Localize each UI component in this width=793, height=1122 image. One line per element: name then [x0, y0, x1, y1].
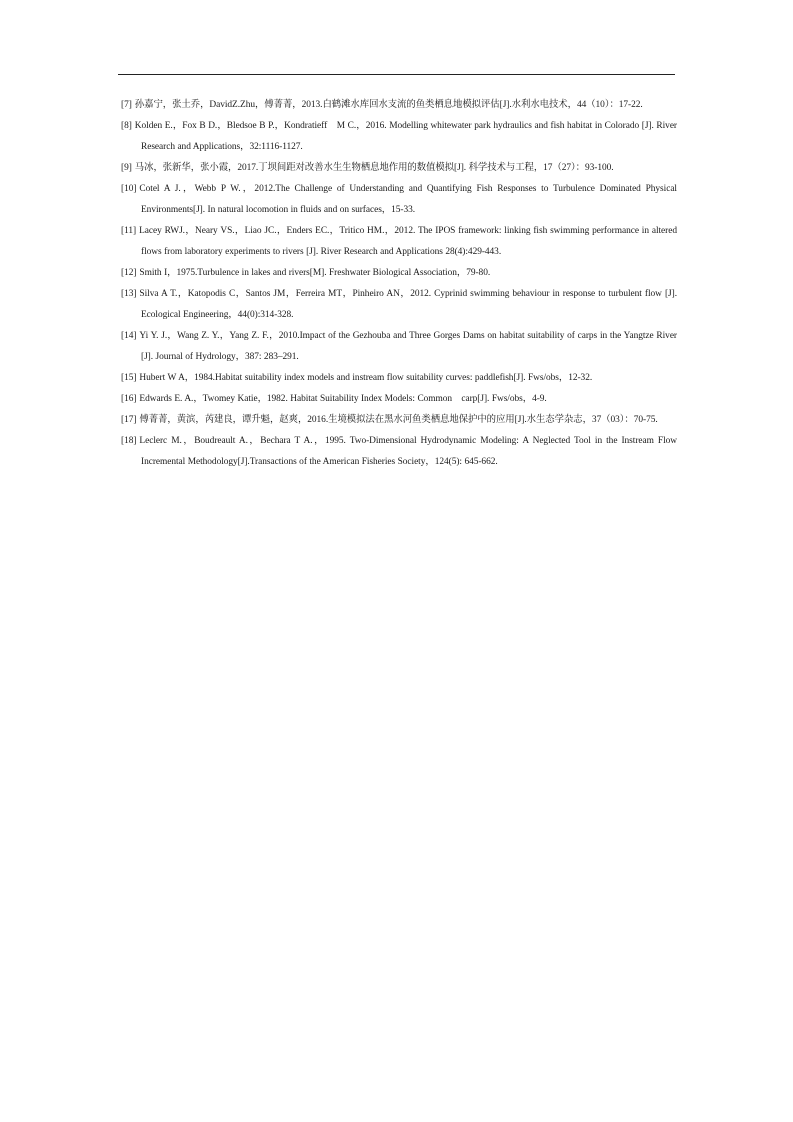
reference-item — [121, 368, 677, 389]
reference-text: 马冰，张新华，张小霞，2017.丁坝间距对改善水生生物栖息地作用的数值模拟[J]. 科学技术与工程，17（27）：93-100. — [134, 163, 614, 173]
reference-text: 傅菁菁，黄滨，芮建良，谭升魁，赵爽，2016.生境模拟法在黑水河鱼类栖息地保护中的应用[J].水生态学杂志，37（03）：70-75. — [139, 415, 658, 425]
reference-text: Kolden E.，Fox B D.，Bledsoe B P.，Kondratieff M C.，2016. Modelling whitewater park hydraulics and fish habitat in Colorado [J]. River Research and Applications，32:1116-1127. — [134, 121, 677, 152]
reference-item — [121, 116, 677, 158]
reference-text: Leclerc M.，Boudreault A.，Bechara T A.，1995. Two-Dimensional Hydrodynamic Modeling: A Neglected Tool in the Instream Flow Incremental Methodology[J].Transactions of the American Fisheries Society，124(5): 645-662. — [139, 436, 677, 467]
reference-text: Edwards E. A.，Twomey Katie，1982. Habitat Suitability Index Models: Common carp[J]. Fws/obs，4-9. — [139, 394, 547, 404]
reference-number: [15] — [121, 373, 137, 383]
reference-item — [121, 326, 677, 368]
reference-text: Yi Y. J.，Wang Z. Y.，Yang Z. F.，2010.Impact of the Gezhouba and Three Gorges Dams on habitat suitability of carps in the Yangtze River [J]. Journal of Hydrology，387: 283–291. — [139, 331, 677, 362]
reference-number: [9] — [121, 163, 132, 173]
reference-number: [12] — [121, 268, 137, 278]
header-rule — [118, 74, 675, 75]
reference-text: Cotel A J.，Webb P W.，2012.The Challenge of Understanding and Quantifying Fish Responses to Turbulence Dominated Physical Environments[J]. In natural locomotion in fluids and on surfaces，15-33. — [139, 184, 677, 215]
reference-number: [14] — [121, 331, 137, 341]
reference-list — [121, 95, 677, 473]
reference-text: Silva A T.，Katopodis C，Santos JM，Ferreira MT，Pinheiro AN，2012. Cyprinid swimming behaviour in response to turbulent flow [J]. Ecological Engineering，44(0):314-328. — [139, 289, 677, 320]
reference-number: [16] — [121, 394, 137, 404]
reference-item — [121, 95, 677, 116]
reference-item — [121, 179, 677, 221]
reference-number: [11] — [121, 226, 137, 236]
reference-number: [7] — [121, 100, 132, 110]
reference-text: 孙嘉宁，张土乔，DavidZ.Zhu，傅菁菁，2013.白鹤滩水库回水支流的鱼类栖息地模拟评估[J].水利水电技术，44（10）：17-22. — [134, 100, 643, 110]
reference-item — [121, 221, 677, 263]
reference-number: [17] — [121, 415, 137, 425]
reference-number: [8] — [121, 121, 132, 131]
reference-number: [13] — [121, 289, 137, 299]
reference-item — [121, 284, 677, 326]
reference-text: Lacey RWJ.，Neary VS.，Liao JC.，Enders EC.，Tritico HM.，2012. The IPOS framework: linking fish swimming performance in altered flows from laboratory experiments to rivers [J]. River Research and Applications 28(4):429-443. — [139, 226, 677, 257]
reference-item — [121, 263, 677, 284]
reference-item — [121, 389, 677, 410]
reference-item — [121, 158, 677, 179]
reference-text: Hubert W A，1984.Habitat suitability index models and instream flow suitability curves: paddlefish[J]. Fws/obs，12-32. — [139, 373, 593, 383]
reference-number: [10] — [121, 184, 137, 194]
reference-number: [18] — [121, 436, 137, 446]
reference-item — [121, 431, 677, 473]
reference-text: Smith I，1975.Turbulence in lakes and rivers[M]. Freshwater Biological Association，79-80. — [139, 268, 491, 278]
reference-item — [121, 410, 677, 431]
